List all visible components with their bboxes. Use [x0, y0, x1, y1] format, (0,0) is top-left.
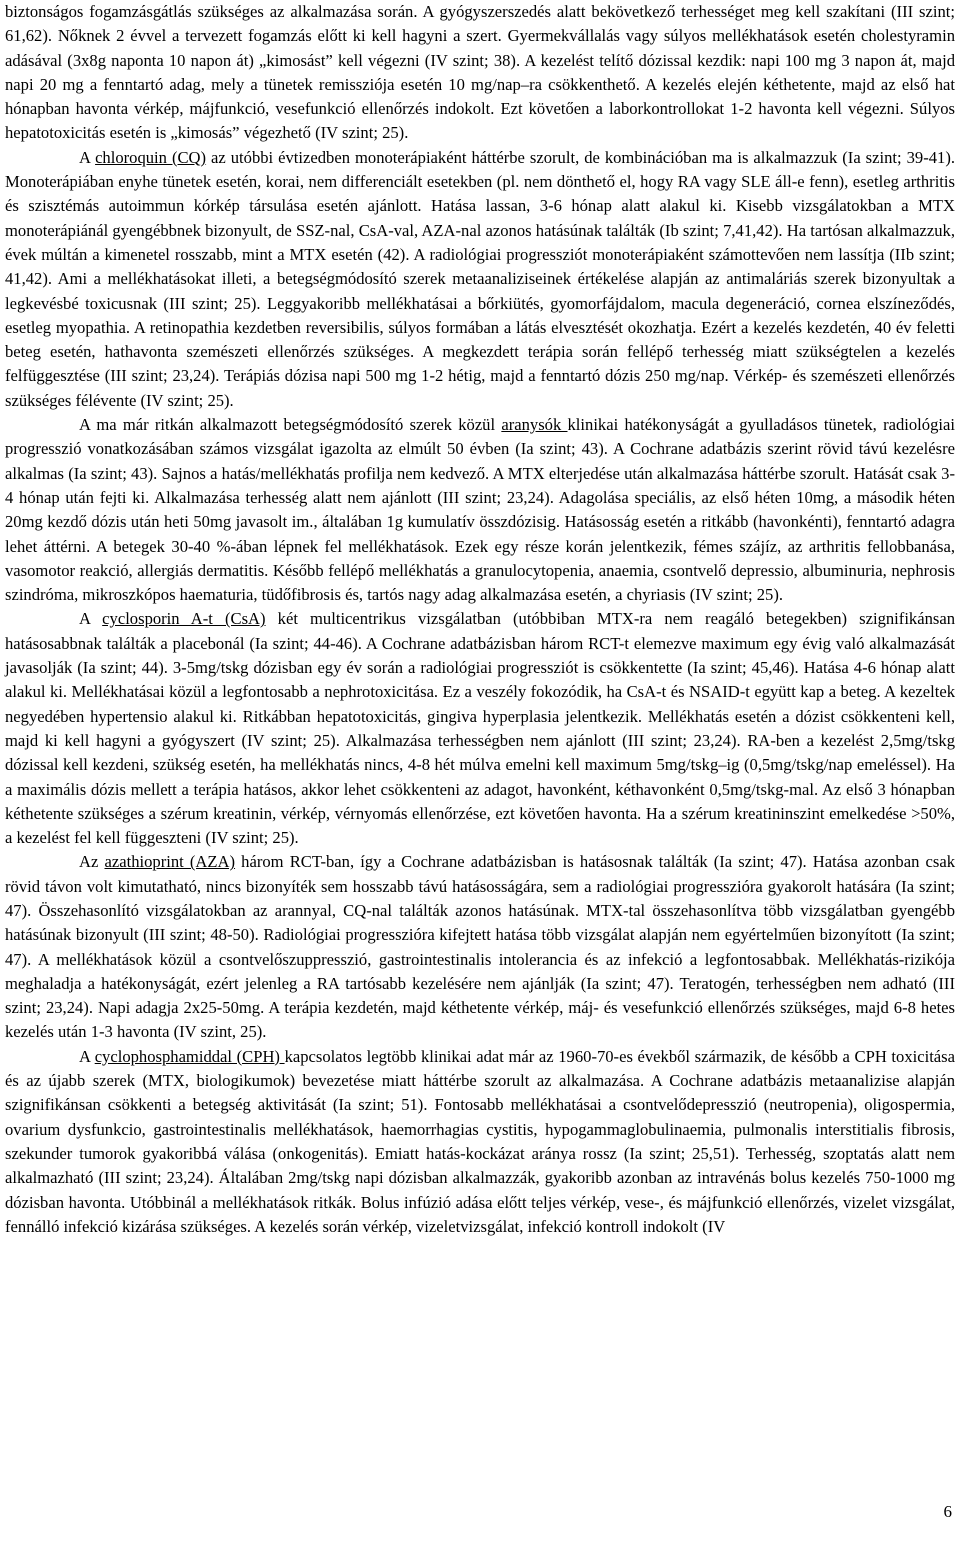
drug-name-underlined: cyclophosphamiddal (CPH) — [94, 1046, 285, 1066]
text-run: két multicentrikus vizsgálatban (utóbbiban MTX-ra nem reagáló betegekben) szignifikánsan hatásosabbnak találták a placebonál (Ia szint; 44-46). A Cochrane adatbázisban három RCT-t elemezve maximum egy évig való alkalmazását javasolják (Ia szint; 44). 3-5mg/tskg dózisban egy év során a radiológiai progressziót is csökkentette (Ia szint; 45,46). Hatása 4-6 hónap alatt alakul ki. Mellékhatásai közül a legfontosabb a nephrotoxicitása. Ez a veszély fokozódik, ha CsA-t és NSAID-t együtt kap a beteg. A kezeltek negyedében hypertensio alakul ki. Ritkábban hepatotoxicitás, gingiva hyperplasia jelentkezik. Mellékhatás esetén a dózist csökkenteni kell, majd ki kell hagyni a gyógyszert (IV szint; 25). Alkalmazása terhességben nem ajánlott (III szint; 23,24). RA-ben a kezelést 2,5mg/tskg dózissal kell kezdeni, szükség esetén, ha mellékhatás nincs, 4-8 hét múlva emelni kell maximum 5mg/tskg–ig (0,5mg/tskg/nap emeléssel). Ha a maximális dózis mellett a terápia hatásos, akkor lehet csökkenteni az adagot, havonként, kéthavonként 0,5mg/tskg-mal. Az első 3 hónapban kéthetente szükséges a szérum kreatinin, vérkép, vérnyomás ellenőrzése, ezt követően havonta. Ha a szérum kreatininszint emelkedése >50%, a kezelést fel kell függeszteni (IV szint; 25). — [5, 609, 956, 848]
paragraph-cyclophosphamid — [5, 1045, 955, 1239]
paragraph-azathioprin — [5, 850, 955, 1044]
paragraph-aranysok — [5, 413, 955, 607]
document-page — [5, 0, 955, 1239]
paragraph-leflunomid-continuation — [5, 0, 955, 146]
drug-name-underlined: chloroquin (CQ) — [95, 147, 207, 167]
text-run: A — [79, 1046, 95, 1066]
text-run: A — [79, 609, 103, 629]
drug-name-underlined: aranysók — [501, 415, 568, 435]
text-run: három RCT-ban, így a Cochrane adatbázisban is hatásosnak találták (Ia szint; 47). Hatása azonban csak rövid távon volt kimutatható, nincs bizonyíték sem hosszabb távú hatásosságára, sem a radiológiai progresszióra gyakorolt hatására (Ia szint; 47). Összehasonlító vizsgálatokban az arannyal, CQ-nal találták azonos hatásúnak. MTX-tal összehasonlítva több vizsgálatban gyengébb hatásúnak bizonyult (III szint; 48-50). Radiológiai progresszióra kifejtett hatása több vizsgálat alapján nem egyértelműen bizonyított (Ia szint; 47). A mellékhatások közül a csontvelőszuppresszió, gastrointestinalis intolerancia és az infekció a legfontosabbak. Mellékhatás-rizikója meghaladja a hatékonyságát, ezért jelenleg a RA tartósabb kezelésére nem ajánlják (Ia szint; 47). Teratogén, terhességben nem adható (III szint; 23,24). Napi adagja 2x25-50mg. A terápia kezdetén, majd kéthetente vérkép, máj- és vesefunkció ellenőrzés szükséges, majd 6-8 hetes kezelés után 1-3 havonta (IV szint, 25). — [5, 852, 955, 1042]
drug-name-underlined: azathioprint (AZA) — [104, 852, 236, 872]
paragraph-cyclosporin — [5, 607, 955, 850]
body-text — [5, 0, 955, 1239]
text-run: Az — [79, 852, 105, 872]
page-number: 6 — [943, 1502, 952, 1521]
drug-name-underlined: cyclosporin A-t (CsA) — [102, 609, 266, 629]
text-run: A ma már ritkán alkalmazott betegségmódosító szerek közül — [79, 415, 502, 435]
text-run: klinikai hatékonyságát a gyulladásos tünetek, radiológiai progresszió vonatkozásában számos vizsgálat igazolta az elmúlt 50 évben (Ia szint; 43). A Cochrane adatbázis szerint rövid távú kezelésre alkalmas (Ia szint; 43). Sajnos a hatás/mellékhatás profilja nem kedvező. A MTX elterjedése után alkalmazása háttérbe szorult. Hatását csak 3-4 hónap után fejti ki. Alkalmazása terhesség alatt nem ajánlott (III szint; 23,24). Adagolása speciális, az első héten 10mg, a második héten 20mg kezdő dózis után heti 50mg javasolt im., általában 1g kumulatív összdózisig. Hatásosság esetén a ritkább (havonkénti), fenntartó adagra lehet áttérni. A betegek 30-40 %-ában lépnek fel mellékhatások. Ezek egy része korán jelentkezik, fémes szájíz, az arthritis fellobbanása, vasomotor reakció, allergiás dermatitis. Később fellépő mellékhatás a granulocytopenia, anaemia, csontvelő depressio, albuminuria, nephrosis szindróma, mikroszkópos haematuria, tüdőfibrosis és, tartós nagy adag alkalmazása esetén, a chyriasis (IV szint; 25). — [5, 415, 955, 605]
text-run: az utóbbi évtizedben monoterápiaként háttérbe szorult, de kombinációban ma is alkalmazzuk (Ia szint; 39-41). Monoterápiában enyhe tünetek esetén, korai, nem differenciált esetekben (pl. nem dönthető el, hogy RA vagy SLE áll-e fenn), esetleg arthritis és szisztémás autoimmun kórkép társulása esetén ajánlott. Hatása lassan, 3-6 hónap alatt alakul ki. Kisebb vizsgálatokban a MTX monoterápiánál gyengébbnek bizonyult, de SSZ-nal, CsA-val, AZA-nal azonos hatásúnak találták (Ib szint; 7,41,42). Ha tartósan alkalmazzuk, évek múltán a kimenetel rosszabb, mint a MTX esetén (42). A radiológiai progressziót monoterápiaként számottevően nem lassítja (IIb szint; 41,42). Ami a mellékhatásokat illeti, a betegségmódosító szerek metaanaliziseinek értékelése alapján az antimaláriás szerek bizonyultak a legkevésbé toxicusnak (III szint; 25). Leggyakoribb mellékhatásai a bőrkiütés, gyomorfájdalom, macula degeneráció, cornea elszíneződés, esetleg myopathia. A retinopathia kezdetben reversibilis, súlyos formában a látás elvesztését okozhatja. Ezért a kezelés kezdetén, 40 év feletti beteg esetén, hathavonta szemészeti ellenőrzés szükséges. A megkezdett terápia során fellépő terhesség miatt szükségtelen a kezelés felfüggesztése (III szint; 23,24). Terápiás dózisa napi 500 mg 1-2 hétig, majd a fenntartó dózis 250 mg/nap. Vérkép- és szemészeti ellenőrzés szükséges félévente (IV szint; 25). — [5, 147, 955, 410]
text-run: A — [79, 147, 96, 167]
text-run: biztonságos fogamzásgátlás szükséges az alkalmazása során. A gyógyszerszedés alatt bekövetkező terhességet meg kell szakítani (III szint; 61,62). Nőknek 2 évvel a tervezett fogamzás előtt ki kell hagyni a szert. Gyermekvállalás vagy súlyos mellékhatások esetén cholestyramin adásával (3x8g naponta 10 napon át) „kimosást” kell végezni (IV szint; 38). A kezelést telítő dózissal kezdik: napi 100 mg 3 napon át, majd napi 20 mg a fenntartó adag, mely a tünetek remissziója esetén 10 mg/nap–ra csökkenthető. A kezelés elején kéthetente, majd az első hat hónapban havonta vérkép, májfunkció, vesefunkció ellenőrzés indokolt. Ezt követően a laborkontrollokat 1-2 havonta kell végezni. Súlyos hepatotoxicitás esetén is „kimosás” végezhető (IV szint; 25). — [5, 2, 955, 143]
text-run: kapcsolatos legtöbb klinikai adat már az 1960-70-es évekből származik, de később a CPH toxicitása és az újabb szerek (MTX, biologikumok) bevezetése miatt háttérbe szorult az alkalmazása. A Cochrane adatbázis metaanalizise alapján szignifikánsan csökkenti a betegség aktivitását (Ia szint; 51). Fontosabb mellékhatásai a csontvelődepresszió (neutropenia), oligospermia, ovarium dysfunkcio, gastrointestinalis mellékhatások, haemorrhagias cystitis, hypogammaglobulinaemia, pulmonalis interstitialis fibrosis, szekunder tumorok gyakoribbá válása (onkogenitás). Emiatt hatás-kockázat aránya rossz (Ia szint; 25,51). Terhesség, szoptatás alatt nem alkalmazható (III szint; 23,24). Általában 2mg/tskg napi dózisban alkalmazzák, gyakoribb azonban az intravénás bolus kezelés 750-1000 mg dózisban havonta. Utóbbinál a mellékhatások ritkák. Bolus infúzió adása előtt teljes vérkép, vese-, és májfunkció ellenőrzés, vizelet vizsgálat, fennálló infekció kizárása szükséges. A kezelés során vérkép, vizeletvizsgálat, infekció kontroll indokolt (IV — [5, 1046, 955, 1236]
paragraph-chloroquin — [5, 146, 955, 413]
